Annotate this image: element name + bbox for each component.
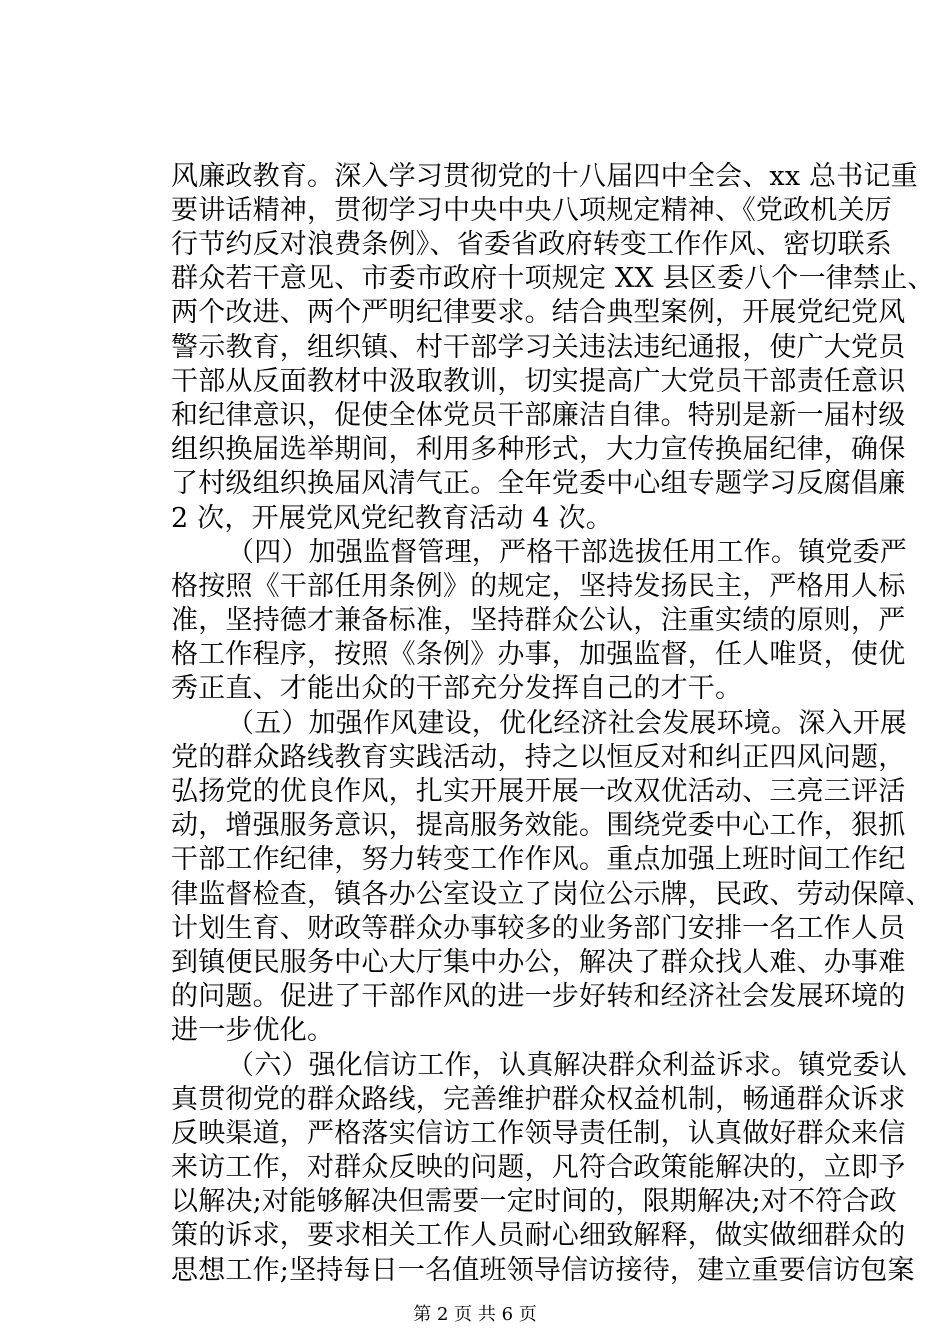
text-line: 以解决;对能够解决但需要一定时间的，限期解决;对不符合政 [171, 1186, 897, 1217]
text-line: 两个改进、两个严明纪律要求。结合典型案例，开展党纪党风 [171, 297, 906, 328]
text-line: 准，坚持德才兼备标准，坚持群众公认，注重实绩的原则，严 [171, 605, 906, 636]
text-line: 格按照《干部任用条例》的规定，坚持发扬民主，严格用人标 [171, 571, 906, 602]
text-line: 行节约反对浪费条例》、省委省政府转变工作作风、密切联系 [171, 229, 892, 260]
text-line: 策的诉求，要求相关工作人员耐心细致解释，做实做细群众的 [171, 1220, 906, 1251]
text-line: 动，增强服务意识，提高服务效能。围绕党委中心工作，狠抓 [171, 810, 906, 841]
text-line: 群众若干意见、市委市政府十项规定 XX 县区委八个一律禁止、 [171, 263, 935, 294]
text-line: 来访工作，对群众反映的问题，凡符合政策能解决的，立即予 [171, 1152, 906, 1183]
text-line: 真贯彻党的群众路线，完善维护群众权益机制，畅通群众诉求 [171, 1084, 906, 1115]
text-line: 要讲话精神，贯彻学习中央中央八项规定精神、《党政机关厉 [171, 195, 892, 226]
text-line: 党的群众路线教育实践活动，持之以恒反对和纠正四风问题， [171, 742, 906, 773]
text-line: 秀正直、才能出众的干部充分发挥自己的才干。 [171, 673, 743, 704]
paragraph-heading-line: （五）加强作风建设，优化经济社会发展环境。深入开展 [227, 708, 907, 739]
text-line: 2 次，开展党风党纪教育活动 4 次。 [171, 503, 613, 534]
text-line: 干部从反面教材中汲取教训，切实提高广大党员干部责任意识 [171, 366, 906, 397]
text-line: 弘扬党的优良作风，扎实开展开展一改双优活动、三亮三评活 [171, 776, 906, 807]
paragraph-heading-line: （六）强化信访工作，认真解决群众利益诉求。镇党委认 [227, 1050, 907, 1081]
text-line: 和纪律意识，促使全体党员干部廉洁自律。特别是新一届村级 [171, 400, 906, 431]
text-line: 了村级组织换届风清气正。全年党委中心组专题学习反腐倡廉 [171, 468, 906, 499]
page-footer: 第 2 页 共 6 页 [413, 1304, 537, 1325]
text-line: 风廉政教育。深入学习贯彻党的十八届四中全会、xx 总书记重 [171, 161, 918, 192]
text-line: 到镇便民服务中心大厅集中办公，解决了群众找人难、办事难 [171, 947, 906, 978]
text-line: 思想工作;坚持每日一名值班领导信访接待，建立重要信访包案 [171, 1255, 915, 1286]
text-line: 计划生育、财政等群众办事较多的业务部门安排一名工作人员 [171, 913, 906, 944]
text-line: 进一步优化。 [171, 1015, 335, 1046]
text-line: 格工作程序，按照《条例》办事，加强监督，任人唯贤，使优 [171, 639, 906, 670]
text-line: 干部工作纪律，努力转变工作作风。重点加强上班时间工作纪 [171, 844, 906, 875]
text-line: 组织换届选举期间，利用多种形式，大力宣传换届纪律，确保 [171, 434, 906, 465]
text-line: 律监督检查，镇各办公室设立了岗位公示牌，民政、劳动保障、 [171, 879, 933, 910]
paragraph-heading-line: （四）加强监督管理，严格干部选拔任用工作。镇党委严 [227, 537, 907, 568]
text-line: 的问题。促进了干部作风的进一步好转和经济社会发展环境的 [171, 981, 906, 1012]
text-line: 警示教育，组织镇、村干部学习关违法违纪通报，使广大党员 [171, 332, 906, 363]
text-line: 反映渠道，严格落实信访工作领导责任制，认真做好群众来信 [171, 1118, 906, 1149]
